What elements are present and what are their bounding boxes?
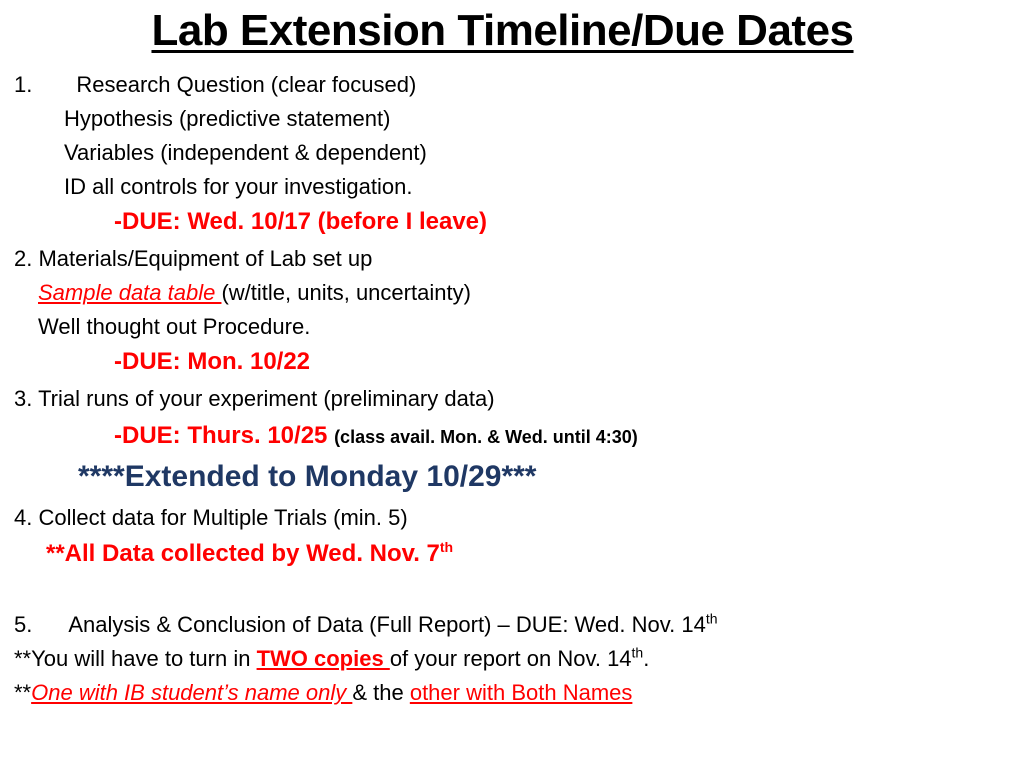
item4-note-sup: th bbox=[439, 539, 454, 555]
item2-procedure: Well thought out Procedure. bbox=[38, 314, 311, 339]
ib-name-only-text: One with IB student’s name only bbox=[31, 680, 353, 705]
item5-sup: th bbox=[705, 610, 718, 627]
item3-due: -DUE: Thurs. 10/25 bbox=[114, 422, 335, 449]
item4-note: **All Data collected by Wed. Nov. 7 bbox=[46, 540, 440, 567]
item3-due-line bbox=[114, 423, 638, 450]
copies-suffix: of your report on Nov. 14 bbox=[389, 646, 632, 671]
item3-due-note: (class avail. Mon. & Wed. until 4:30) bbox=[334, 427, 638, 447]
item4-note-line bbox=[46, 541, 453, 567]
both-names-text: other with Both Names bbox=[409, 680, 633, 705]
copies-line bbox=[14, 646, 649, 672]
copies-end: . bbox=[643, 646, 650, 671]
item2-due: -DUE: Mon. 10/22 bbox=[114, 348, 311, 375]
two-copies-text: TWO copies bbox=[256, 646, 390, 671]
item1-due: -DUE: Wed. 10/17 (before I leave) bbox=[114, 208, 488, 235]
names-prefix: ** bbox=[14, 680, 32, 705]
item2-sample-line bbox=[38, 280, 471, 306]
copies-prefix: **You will have to turn in bbox=[14, 646, 257, 671]
item5-number: 5. bbox=[14, 612, 33, 637]
item5-text: Analysis & Conclusion of Data (Full Report) – DUE: Wed. Nov. 14 bbox=[68, 612, 706, 637]
extended-stars: **** bbox=[78, 460, 125, 493]
item1-number: 1. bbox=[14, 72, 33, 97]
item4-collect-data: 4. Collect data for Multiple Trials (min. 5) bbox=[14, 505, 408, 530]
item1-controls: ID all controls for your investigation. bbox=[64, 174, 413, 199]
sample-data-table-text: Sample data table bbox=[38, 280, 222, 305]
page-title: Lab Extension Timeline/Due Dates bbox=[151, 6, 854, 55]
item1-hypothesis: Hypothesis (predictive statement) bbox=[64, 106, 391, 131]
sample-data-table-details: (w/title, units, uncertainty) bbox=[221, 280, 471, 305]
extended-notice bbox=[78, 460, 537, 496]
extended-text: Extended to Monday 10/29*** bbox=[124, 460, 537, 493]
item1-variables: Variables (independent & dependent) bbox=[64, 140, 427, 165]
item3-trial-runs: 3. Trial runs of your experiment (preliminary data) bbox=[14, 386, 495, 411]
copies-sup: th bbox=[631, 644, 644, 661]
item1-line1 bbox=[14, 72, 416, 98]
names-middle: & the bbox=[352, 680, 410, 705]
item2-materials: 2. Materials/Equipment of Lab set up bbox=[14, 246, 373, 271]
item5-line bbox=[14, 612, 718, 638]
item1-research-question: Research Question (clear focused) bbox=[76, 72, 417, 97]
names-line bbox=[14, 680, 632, 706]
